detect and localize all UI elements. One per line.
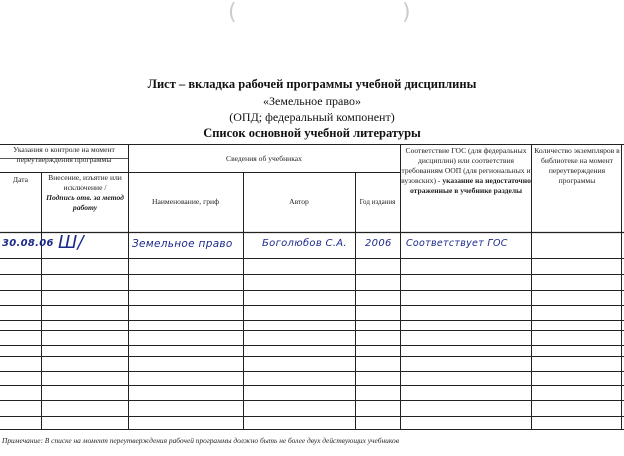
scan-mark-right: ) [402, 0, 411, 25]
header-change [42, 173, 128, 213]
header-gos [401, 146, 531, 196]
header-change-label: Внесение, изъятие или исключение / [48, 173, 122, 192]
header-name: Наименование, гриф [151, 197, 219, 206]
component-label: (ОПД; федеральный компонент) [229, 110, 395, 124]
list-title: Список основной учебной литературы [203, 126, 421, 140]
discipline-name: «Земельное право» [263, 94, 361, 108]
header-count: Количество экземпляров в библиотеке на момент переутверждения программы [534, 146, 620, 185]
header-control: Указания о контроле на момент переутверждения программы [13, 145, 115, 164]
row-author: Боголюбов С.А. [262, 238, 347, 249]
header-gos-label: Соответствие ГОС (для федеральных дисциплин) или соответствия требованиям ООП (для региональных и вузовских) - [401, 146, 531, 185]
row-gos: Соответствует ГОС [406, 238, 508, 249]
scan-mark-left: ( [228, 0, 237, 25]
header-date: Дата [12, 175, 29, 184]
row-date: 30.08.06 [2, 238, 54, 249]
footnote: Примечание: В списке на момент переутверждения рабочей программы должно быть не более двух действующих учебников [2, 436, 399, 445]
header-textbooks: Сведения об учебниках [226, 154, 302, 163]
row-name: Земельное право [132, 238, 233, 250]
header-author: Автор [289, 197, 309, 206]
row-signature: Ш/ [58, 232, 84, 253]
header-change-sign: Подпись отв. за метод работу [46, 193, 124, 212]
row-year: 2006 [365, 238, 392, 249]
page-title: Лист – вкладка рабочей программы учебной дисциплины [147, 77, 477, 91]
header-year: Год издания [359, 198, 396, 206]
header-gos-bold: указание на недостаточно отраженные в учебнике разделы [409, 176, 531, 195]
